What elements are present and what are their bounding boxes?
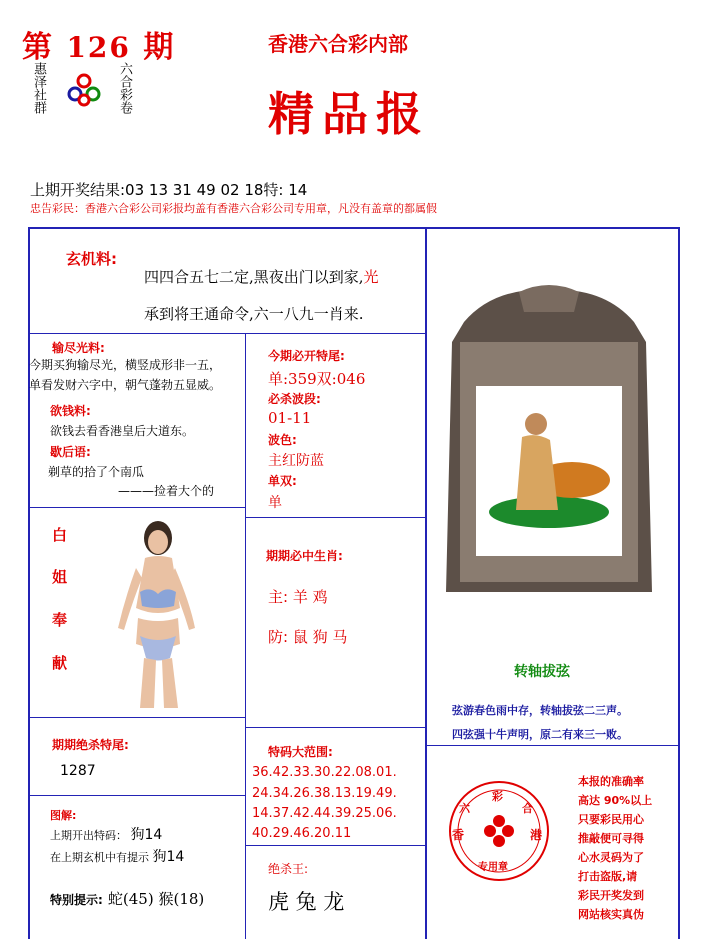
fanwei-row-3: 14.37.42.44.39.25.06. <box>252 806 397 821</box>
baijie-char-1: 白 <box>52 526 68 544</box>
xuanji-label: 玄机料: <box>66 250 117 268</box>
shengxiao-guard: 防: 鼠 狗 马 <box>268 628 348 646</box>
tujie-line-2-value: 狗14 <box>152 849 185 865</box>
tishi-label: 特别提示: <box>50 893 103 907</box>
issue-prefix: 第 <box>22 30 54 65</box>
shujin-line-2: 单看发财六字中，朝气蓬勃五显威。 <box>29 378 222 392</box>
divider-2 <box>28 507 246 508</box>
issue-title <box>22 22 175 66</box>
xuanji-line-1-tail: 光 <box>363 268 379 286</box>
divider-7 <box>246 845 426 846</box>
picture-poem-1: 弦游春色雨中存，转轴拔弦二三声。 <box>452 704 628 717</box>
issue-number: 126 <box>66 31 131 64</box>
divider-4 <box>28 717 246 718</box>
big-title: 精品报 <box>268 87 430 141</box>
juesha-value: 1287 <box>60 763 96 779</box>
xiehouyu-label: 歇后语: <box>50 445 91 459</box>
accuracy-line-2: 高达 90%以上 <box>578 794 653 807</box>
baijie-char-2: 姐 <box>52 568 68 586</box>
fanwei-row-4: 40.29.46.20.11 <box>252 826 352 841</box>
issue-suffix: 期 <box>143 30 176 65</box>
seal-mid-left: 香 <box>452 828 465 842</box>
fanwei-label: 特码大范围: <box>268 745 333 759</box>
tishi-value: 蛇(45) 猴(18) <box>107 890 205 908</box>
tishi-row <box>50 888 204 909</box>
bose-label: 波色: <box>268 433 297 447</box>
notice-text: 忠告彩民：香港六合彩公司彩报均盖有香港六合彩公司专用章，凡没有盖章的都属假 <box>30 202 437 215</box>
tewei-label: 今期必开特尾: <box>268 349 345 363</box>
qianzhuan-label: 欲钱料: <box>50 404 91 418</box>
accuracy-line-8: 网站核实真伪 <box>578 908 644 921</box>
bosha-label: 必杀波段: <box>268 392 321 406</box>
accuracy-line-7: 彩民开奖发到 <box>578 889 644 902</box>
xiehouyu-line-1: 剃草的拾了个南瓜 <box>48 465 145 479</box>
baijie-char-4: 献 <box>52 654 68 672</box>
frame-right <box>678 227 680 939</box>
divider-8 <box>426 745 679 746</box>
accuracy-block <box>578 772 678 924</box>
tewei-single-double: 单:359双:046 <box>268 370 366 388</box>
wang-label: 绝杀王: <box>268 862 309 876</box>
picture-poem-2: 四弦强十牛声明，原二有来三一败。 <box>452 728 628 741</box>
left-vertical-text: 惠泽社群 <box>31 62 46 114</box>
accuracy-line-1: 本报的准确率 <box>578 775 644 788</box>
wang-value: 虎 兔 龙 <box>268 890 345 914</box>
seal-top-mid: 彩 <box>492 790 503 803</box>
qianzhuan-text: 欲钱去看香港皇后大道东。 <box>50 424 195 438</box>
shujin-label: 输尽光料: <box>52 341 105 355</box>
accuracy-line-5: 心水灵码为了 <box>578 851 644 864</box>
fanwei-row-1: 36.42.33.30.22.08.01. <box>252 765 397 780</box>
xuanji-line-2: 承到将王通命令,六一八九一肖来. <box>144 305 364 323</box>
bose-value: 主红防蓝 <box>268 453 324 469</box>
shengxiao-label: 期期必中生肖: <box>266 549 343 563</box>
xiehouyu-line-2: ———捡着大个的 <box>118 484 215 498</box>
framed-painting <box>434 282 664 612</box>
juesha-label: 期期绝杀特尾: <box>52 738 129 752</box>
picture-caption: 转轴拔弦 <box>514 664 570 680</box>
right-vertical-text: 六合彩卷 <box>117 62 132 114</box>
accuracy-line-6: 打击盗版,请 <box>578 870 638 883</box>
shujin-line-1: 今期买狗输尽光，横竖成形非一五， <box>29 358 222 372</box>
xuanji-line-1 <box>144 266 379 287</box>
tujie-line-1-value: 狗14 <box>130 827 163 843</box>
accuracy-line-3: 只要彩民用心 <box>578 813 644 826</box>
tujie-line-2-text: 在上期玄机中有提示 <box>50 851 149 864</box>
bosha-value: 01-11 <box>268 409 312 427</box>
top-title: 香港六合彩内部 <box>268 32 408 56</box>
divider-1 <box>28 333 426 334</box>
divider-3 <box>246 517 426 518</box>
danshuang-label: 单双: <box>268 474 297 488</box>
seal-mid-right: 港 <box>530 828 543 842</box>
tujie-line-1-text: 上期开出特码： <box>50 829 127 842</box>
seal-bottom: 专用章 <box>478 862 508 873</box>
tujie-label: 图解: <box>50 809 77 822</box>
last-result: 上期开奖结果:03 13 31 49 02 18特: 14 <box>30 181 308 199</box>
fanwei-row-2: 24.34.26.38.13.19.49. <box>252 786 397 801</box>
tujie-line-1 <box>50 824 162 844</box>
danshuang-value: 单 <box>268 495 282 511</box>
tujie-line-2 <box>50 846 184 866</box>
frame-top <box>28 227 680 229</box>
seal-top-right: 合 <box>522 802 533 815</box>
divider-6 <box>28 795 246 796</box>
xuanji-line-1-text: 四四合五七二定,黑夜出门以到家, <box>144 268 364 286</box>
model-photo <box>110 518 205 708</box>
accuracy-line-4: 推敲便可寻得 <box>578 832 644 845</box>
divider-5 <box>246 727 426 728</box>
lottery-logo-icon <box>66 72 102 108</box>
baijie-char-3: 奉 <box>52 611 68 629</box>
seal-top-left: 六 <box>459 802 470 815</box>
frame-col-divider <box>245 333 246 939</box>
shengxiao-main: 主: 羊 鸡 <box>268 588 328 606</box>
